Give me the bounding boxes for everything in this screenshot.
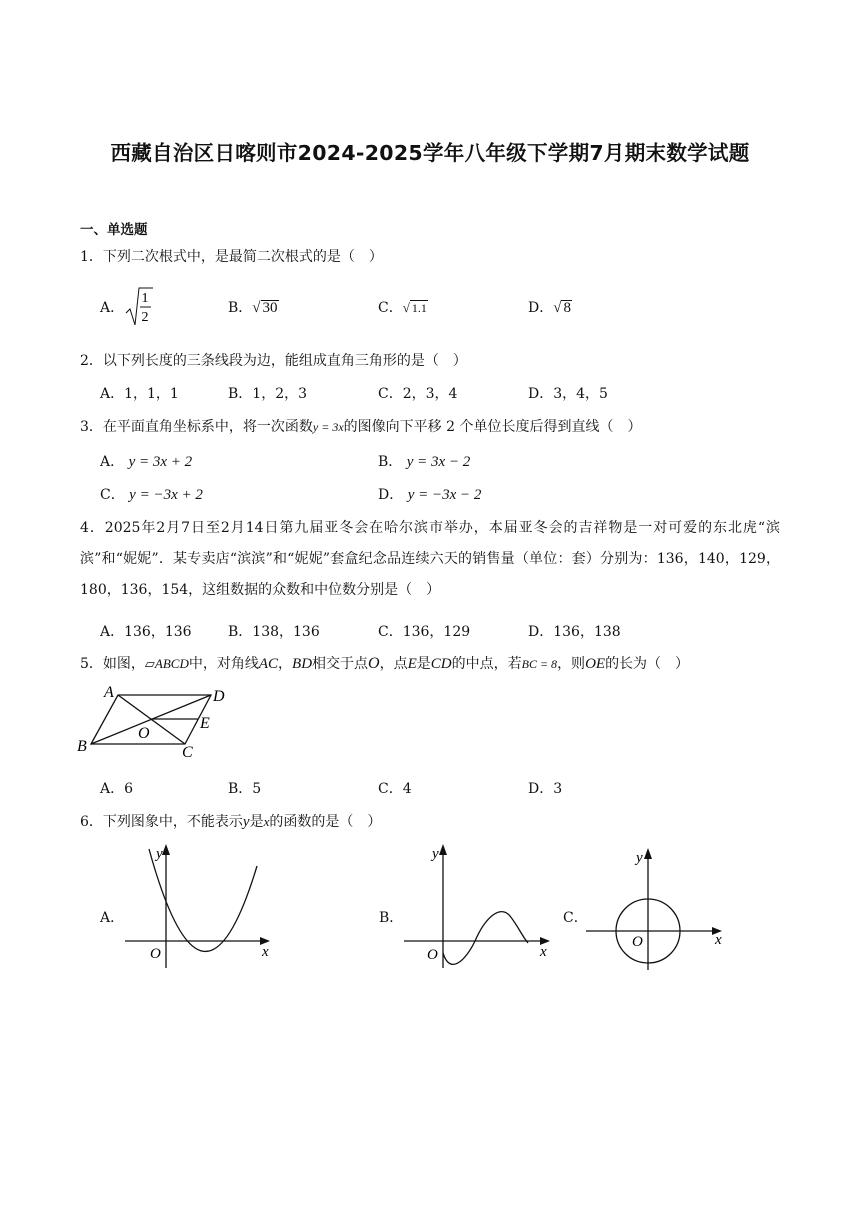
q1-option-c-label: C． [378, 300, 403, 316]
q4-option-a: A．136，136 [100, 624, 192, 640]
q5-option-b: B．5 [228, 781, 262, 797]
parabola-curve [149, 849, 257, 951]
q3-function: y = 3x [312, 420, 344, 434]
origin-label: O [632, 934, 643, 950]
q5-option-c: C．4 [378, 781, 412, 797]
label-a: A [104, 684, 114, 701]
y-axis-label: y [636, 850, 643, 866]
q4-option-b: B．138，136 [228, 624, 320, 640]
q5-option-d: D．3 [528, 781, 563, 797]
q3-option-c: C． y = −3x + 2 [100, 487, 203, 503]
q3-option-b: B． y = 3x − 2 [378, 454, 471, 470]
y-axis-arrow [644, 848, 652, 859]
label-e: E [200, 715, 210, 732]
q6-option-b-label: B． [379, 910, 404, 926]
q4-option-c: C．136，129 [378, 624, 471, 640]
label-c: C [182, 744, 193, 761]
q3-option-d: D． y = −3x − 2 [378, 487, 482, 503]
question-2-stem: 2．以下列长度的三条线段为边，能组成直角三角形的是（ ） [80, 353, 467, 369]
q6-option-c-label: C． [563, 910, 588, 926]
question-5-stem: 5．如图，▱ABCD中，对角线AC，BD相交于点O，点E是CD的中点，若BC = 8，则OE的长为（ ） [80, 655, 690, 672]
y-axis-label: y [432, 846, 439, 862]
question-6-stem: 6．下列图象中，不能表示y是x的函数的是（ ） [80, 814, 382, 830]
label-b: B [77, 738, 87, 755]
q1-a-denominator: 2 [141, 310, 149, 325]
q6-option-a-label: A． [100, 910, 125, 926]
x-axis-label: x [540, 944, 547, 960]
x-axis-label: x [715, 932, 722, 948]
y-axis-arrow [439, 844, 447, 855]
label-d: D [213, 688, 225, 705]
q5-option-a: A．6 [100, 781, 134, 797]
q3-option-a: A． y = 3x + 2 [100, 454, 193, 470]
x-axis-label: x [262, 944, 269, 960]
question-1-stem: 1．下列二次根式中，是最简二次根式的是（ ） [80, 249, 383, 265]
question-4-stem: 4．2025年2月7日至2月14日第九届亚冬会在哈尔滨市举办，本届亚冬会的吉祥物是一对可爱的东北虎“滨滨”和“妮妮”．某专卖店“滨滨”和“妮妮”套盒纪念品连续六天的销售量（单位：套）分别为：136，140，129，180，136，154，这组数据的众数和中位数分别是（ ） [80, 520, 780, 598]
q2-option-c: C．2，3，4 [378, 386, 458, 402]
origin-label: O [427, 947, 438, 963]
q1-option-a-label: A． [100, 300, 125, 316]
q1-option-b-radicand: 30 [262, 300, 278, 316]
q1-option-d-label: D． [528, 300, 554, 316]
q6-graph-a-parabola [120, 840, 280, 975]
q1-option-d-radicand: 8 [563, 300, 571, 316]
y-axis-label: y [156, 846, 163, 862]
label-o: O [138, 725, 150, 742]
q2-option-d: D．3，4，5 [528, 386, 608, 402]
q1-a-numerator: 1 [141, 291, 149, 306]
q2-option-a: A．1，1，1 [100, 386, 179, 402]
q1-option-c-radicand: 1.1 [411, 301, 427, 315]
q6-graph-b-wave [400, 840, 560, 975]
q1-option-a-radical [124, 285, 154, 329]
q2-option-b: B．1，2，3 [228, 386, 308, 402]
q1-option-d: D．√ 8 [528, 300, 571, 316]
question-3-stem: 3．在平面直角坐标系中，将一次函数y = 3x的图像向下平移 2 个单位长度后得到直线（ ） [80, 419, 642, 435]
wave-curve [443, 912, 528, 965]
parallelogram-figure [74, 682, 234, 762]
q6-graph-c-circle [582, 840, 732, 975]
q1-option-b: B．√ 30 [228, 300, 278, 316]
page-title: 西藏自治区日喀则市2024-2025学年八年级下学期7月期末数学试题 [110, 141, 750, 165]
section-heading: 一、单选题 [80, 222, 148, 238]
q1-option-b-label: B． [228, 300, 253, 316]
y-axis-arrow [162, 844, 170, 855]
origin-label: O [150, 946, 161, 962]
q4-option-d: D．136，138 [528, 624, 621, 640]
q1-option-c: C．√ 1.1 [378, 300, 427, 316]
